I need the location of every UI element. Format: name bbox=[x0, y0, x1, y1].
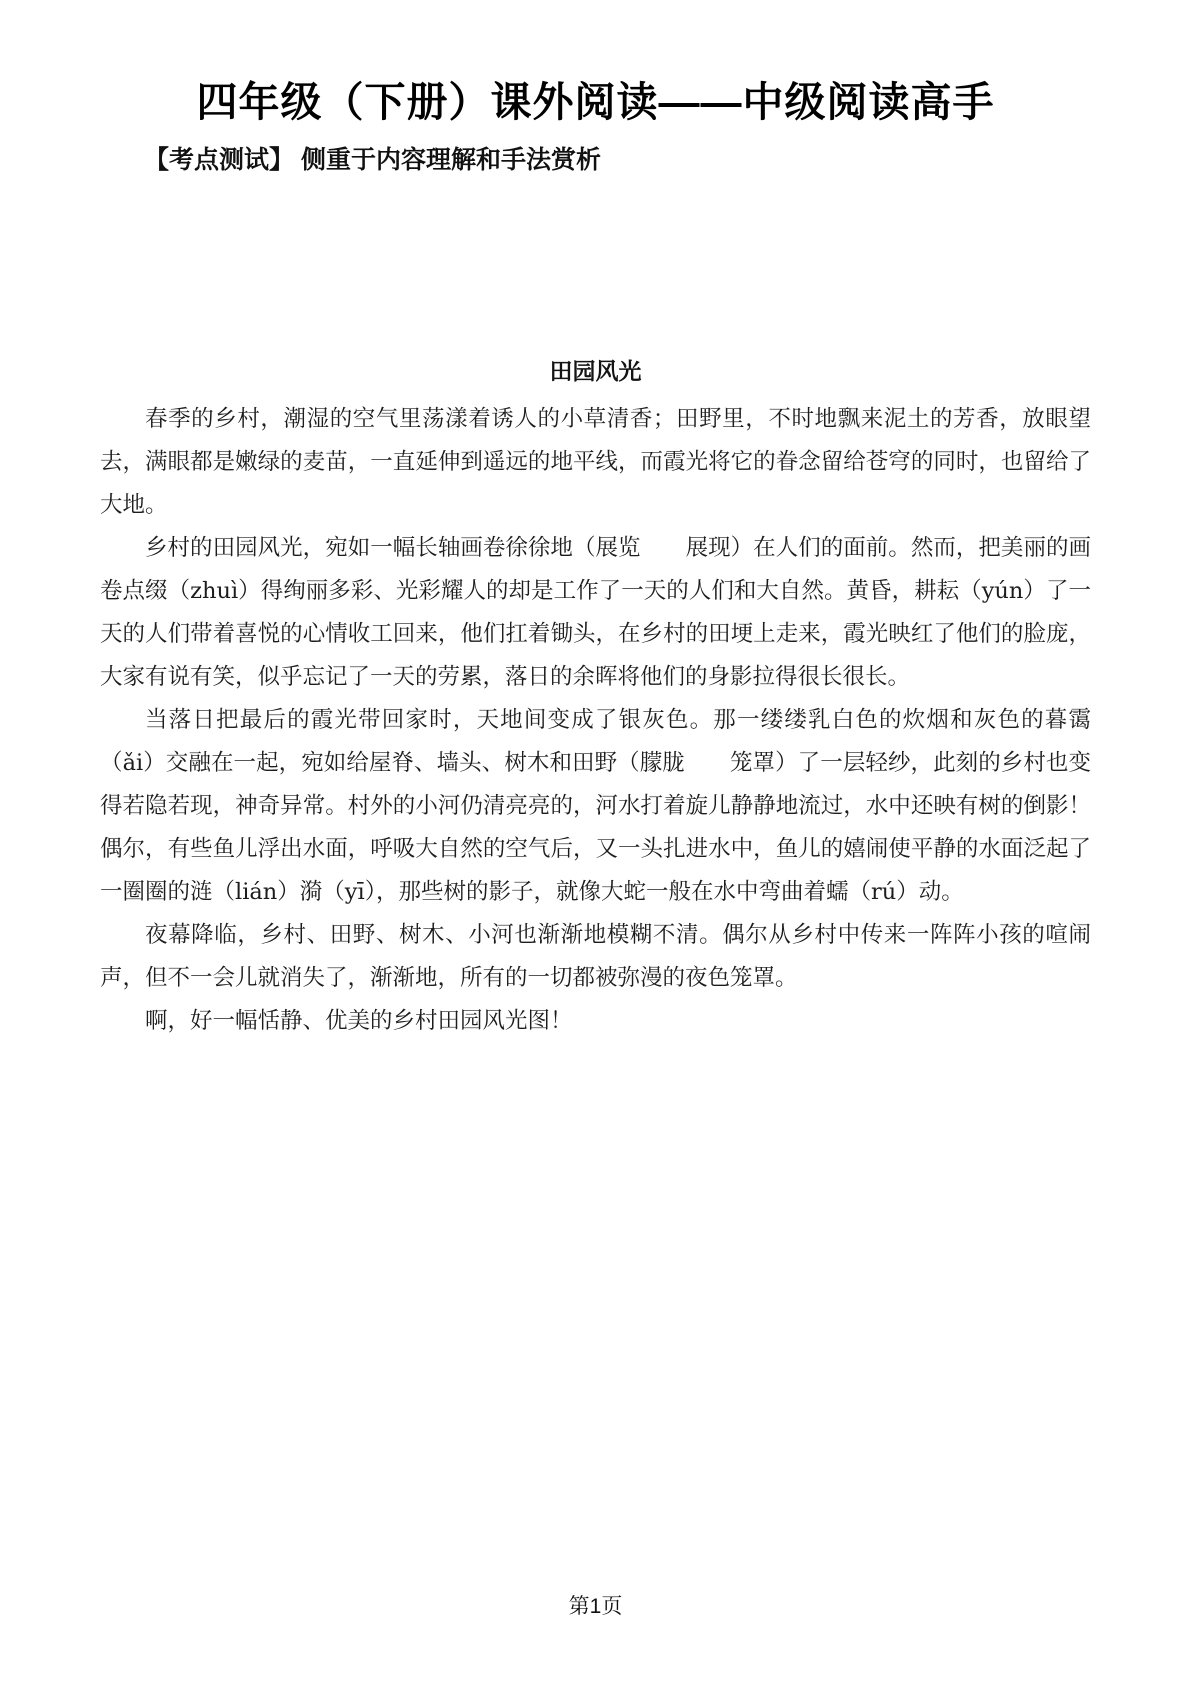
page-subtitle: 【考点测试】 侧重于内容理解和手法赏析 bbox=[144, 146, 601, 175]
page-number: 第1页 bbox=[568, 1595, 623, 1618]
article-paragraph-4: 夜幕降临，乡村、田野、树木、小河也渐渐地模糊不清。偶尔从乡村中传来一阵阵小孩的喧闹声，但不一会儿就消失了，渐渐地，所有的一切都被弥漫的夜色笼罩。 bbox=[100, 922, 1091, 992]
article-body bbox=[100, 353, 1091, 1043]
article-paragraph-5: 啊，好一幅恬静、优美的乡村田园风光图！ bbox=[145, 1008, 573, 1035]
article-paragraph-2: 乡村的田园风光，宛如一幅长轴画卷徐徐地（展览 展现）在人们的面前。然而，把美丽的画卷点缀（zhuì）得绚丽多彩、光彩耀人的却是工作了一天的人们和大自然。黄昏，耕耘（yún）了一天的人们带着喜悦的心情收工回来，他们扛着锄头，在乡村的田埂上走来，霞光映红了他们的脸庞，大家有说有笑，似乎忘记了一天的劳累，落日的余晖将他们的身影拉得很长很长。 bbox=[100, 535, 1091, 691]
page-title: 四年级（下册）课外阅读——中级阅读高手 bbox=[196, 79, 995, 125]
article-paragraph-3: 当落日把最后的霞光带回家时，天地间变成了银灰色。那一缕缕乳白色的炊烟和灰色的暮霭（ǎi）交融在一起，宛如给屋脊、墙头、树木和田野（朦胧 笼罩）了一层轻纱，此刻的乡村也变得若隐若现，神奇异常。村外的小河仍清亮亮的，河水打着旋儿静静地流过，水中还映有树的倒影！偶尔，有些鱼儿浮出水面，呼吸大自然的空气后，又一头扎进水中，鱼儿的嬉闹使平静的水面泛起了一圈圈的涟（lián）漪（yī），那些树的影子，就像大蛇一般在水中弯曲着蠕（rú）动。 bbox=[100, 707, 1091, 906]
article-paragraph-1: 春季的乡村，潮湿的空气里荡漾着诱人的小草清香；田野里，不时地飘来泥土的芳香，放眼望去，满眼都是嫩绿的麦苗，一直延伸到遥远的地平线，而霞光将它的眷念留给苍穹的同时，也留给了大地。 bbox=[100, 406, 1091, 519]
article-title: 田园风光 bbox=[549, 358, 642, 386]
